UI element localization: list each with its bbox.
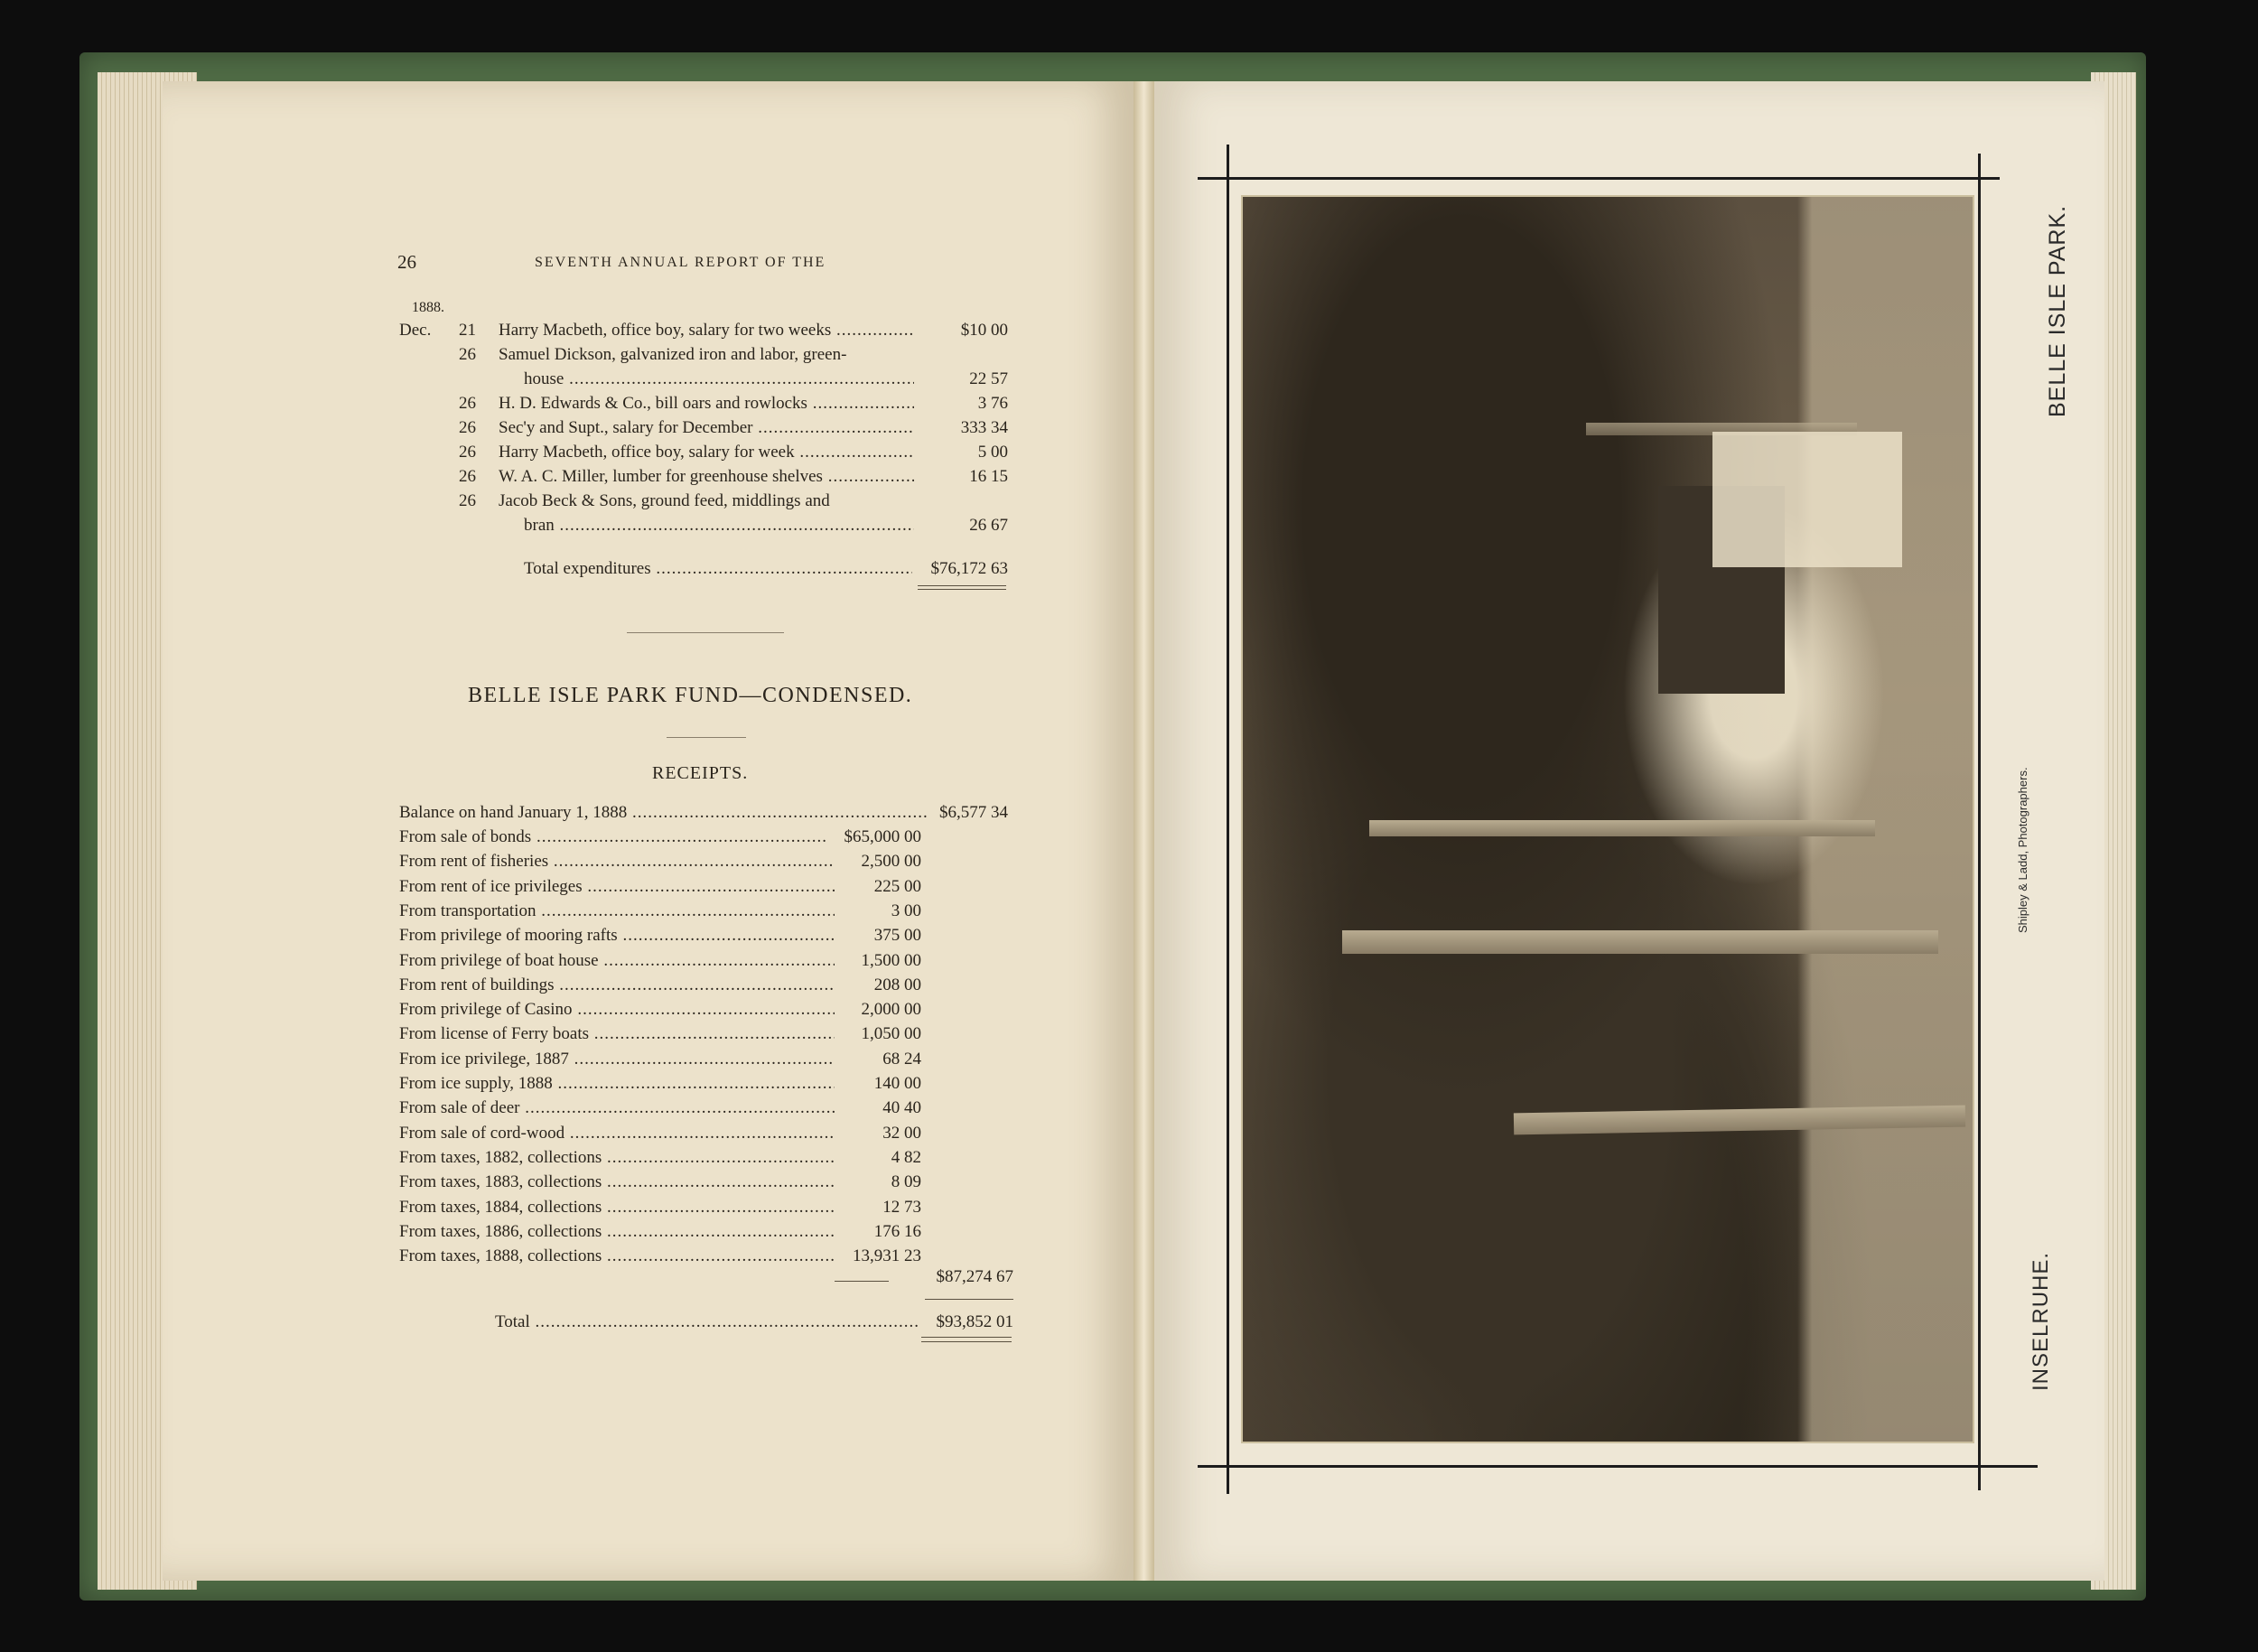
grand-total-double-underline xyxy=(921,1341,1012,1342)
tree-trunk xyxy=(1342,930,1938,954)
receipt-amount: 3 00 xyxy=(891,901,921,920)
total-expenditures-amount: $76,172 63 xyxy=(930,559,1008,578)
balance-label: Balance on hand January 1, 1888 ..... xyxy=(399,804,928,821)
total-expenditures-underline xyxy=(918,585,1006,586)
fund-title: BELLE ISLE PARK FUND—CONDENSED. xyxy=(468,684,913,707)
book-gutter xyxy=(1134,81,1154,1581)
tree-trunk xyxy=(1369,820,1875,836)
total-expenditures-double-underline xyxy=(918,589,1006,590)
receipt-label: From taxes, 1884, collections ..... xyxy=(399,1199,835,1216)
receipt-amount: 208 00 xyxy=(873,975,921,994)
receipts-subtotal: $87,274 67 xyxy=(936,1267,1013,1286)
expenditure-day: 26 xyxy=(459,345,476,364)
running-head: SEVENTH ANNUAL REPORT OF THE xyxy=(535,255,826,270)
receipt-amount: 140 00 xyxy=(873,1074,921,1093)
park-photograph xyxy=(1243,197,1973,1442)
frame-line-bottom xyxy=(1198,1465,2038,1468)
expenditure-amount: 26 67 xyxy=(969,516,1008,535)
receipt-amount: 40 40 xyxy=(882,1098,921,1118)
expenditure-amount: 5 00 xyxy=(977,443,1008,462)
grand-total-label: Total ..... xyxy=(495,1313,919,1330)
receipt-label: From sale of bonds ..... xyxy=(399,828,827,845)
expenditure-description: H. D. Edwards & Co., bill oars and rowlocks ..... xyxy=(499,395,914,412)
expenditure-amount: 22 57 xyxy=(969,369,1008,388)
subtotal-underline xyxy=(925,1299,1013,1300)
receipt-label: From rent of buildings ..... xyxy=(399,976,835,994)
receipt-amount: $65,000 00 xyxy=(844,827,921,846)
page-number: 26 xyxy=(397,251,416,273)
expenditure-day: 26 xyxy=(459,394,476,413)
subtotal-rule xyxy=(835,1281,889,1282)
receipt-amount: 4 82 xyxy=(891,1147,921,1167)
receipt-amount: 13,931 23 xyxy=(853,1246,921,1266)
receipt-label: From sale of cord-wood ..... xyxy=(399,1125,835,1142)
receipt-label: From taxes, 1888, collections ..... xyxy=(399,1247,835,1265)
expenditure-description: bran ..... xyxy=(524,517,914,534)
expenditure-description: Samuel Dickson, galvanized iron and labor, green- xyxy=(499,345,847,364)
receipt-amount: 2,500 00 xyxy=(861,852,921,872)
receipt-label: From taxes, 1882, collections ..... xyxy=(399,1149,835,1166)
expenditure-description: Jacob Beck & Sons, ground feed, middlings and xyxy=(499,491,830,510)
receipt-label: From privilege of Casino ..... xyxy=(399,1001,835,1018)
section-divider xyxy=(627,632,784,633)
receipt-label: From taxes, 1886, collections ..... xyxy=(399,1223,835,1240)
receipt-amount: 1,500 00 xyxy=(861,950,921,970)
expenditure-description: Harry Macbeth, office boy, salary for two weeks ..... xyxy=(499,322,914,339)
receipt-amount: 1,050 00 xyxy=(861,1024,921,1044)
receipt-label: From sale of deer ..... xyxy=(399,1099,835,1116)
receipt-label: From ice supply, 1888 ..... xyxy=(399,1075,835,1092)
receipt-label: From rent of fisheries ..... xyxy=(399,853,835,870)
expenditure-description: W. A. C. Miller, lumber for greenhouse shelves ..... xyxy=(499,468,914,485)
receipt-label: From transportation ..... xyxy=(399,902,835,919)
expenditure-description: house ..... xyxy=(524,370,914,387)
receipt-label: From ice privilege, 1887 ..... xyxy=(399,1050,835,1068)
expenditure-amount: 333 34 xyxy=(960,418,1008,437)
caption-inselruhe: INSELRUHE. xyxy=(2029,1251,2053,1391)
sky-opening xyxy=(1712,432,1902,567)
expenditure-amount: 16 15 xyxy=(969,467,1008,486)
expenditure-day: 21 xyxy=(459,321,476,340)
caption-belle-isle-park: BELLE ISLE PARK. xyxy=(2045,204,2070,417)
expenditure-description: Harry Macbeth, office boy, salary for week ..... xyxy=(499,443,914,461)
frame-line-right xyxy=(1978,154,1981,1490)
total-expenditures-label: Total expenditures ..... xyxy=(524,560,912,577)
receipt-amount: 12 73 xyxy=(882,1197,921,1217)
receipt-amount: 2,000 00 xyxy=(861,1000,921,1020)
receipt-label: From taxes, 1883, collections ..... xyxy=(399,1173,835,1190)
receipt-amount: 32 00 xyxy=(882,1123,921,1143)
balance-amount: $6,577 34 xyxy=(939,803,1008,822)
receipt-label: From privilege of mooring rafts ..... xyxy=(399,927,835,944)
expenditure-amount: $10 00 xyxy=(960,321,1008,340)
receipt-amount: 375 00 xyxy=(873,926,921,946)
grand-total-underline xyxy=(921,1337,1012,1338)
receipt-label: From rent of ice privileges ..... xyxy=(399,878,835,895)
photographer-credit: Shipley & Ladd, Photographers. xyxy=(2016,767,2029,933)
expenditure-amount: 3 76 xyxy=(977,394,1008,413)
title-divider xyxy=(667,737,746,738)
month-label: Dec. xyxy=(399,321,432,340)
receipts-heading: RECEIPTS. xyxy=(652,763,749,783)
expenditure-day: 26 xyxy=(459,418,476,437)
expenditure-day: 26 xyxy=(459,467,476,486)
receipt-label: From license of Ferry boats ..... xyxy=(399,1025,835,1042)
receipt-amount: 68 24 xyxy=(882,1049,921,1069)
expenditure-day: 26 xyxy=(459,491,476,510)
receipt-amount: 225 00 xyxy=(873,876,921,896)
year-label: 1888. xyxy=(412,300,444,315)
grand-total-amount: $93,852 01 xyxy=(936,1312,1013,1331)
tree-trunk xyxy=(1514,1106,1965,1135)
receipt-amount: 8 09 xyxy=(891,1172,921,1192)
frame-line-left xyxy=(1227,145,1229,1494)
expenditure-description: Sec'y and Supt., salary for December ..... xyxy=(499,419,914,436)
receipt-label: From privilege of boat house ..... xyxy=(399,952,835,969)
expenditure-day: 26 xyxy=(459,443,476,462)
receipt-amount: 176 16 xyxy=(873,1221,921,1241)
frame-line-top xyxy=(1198,177,2000,180)
